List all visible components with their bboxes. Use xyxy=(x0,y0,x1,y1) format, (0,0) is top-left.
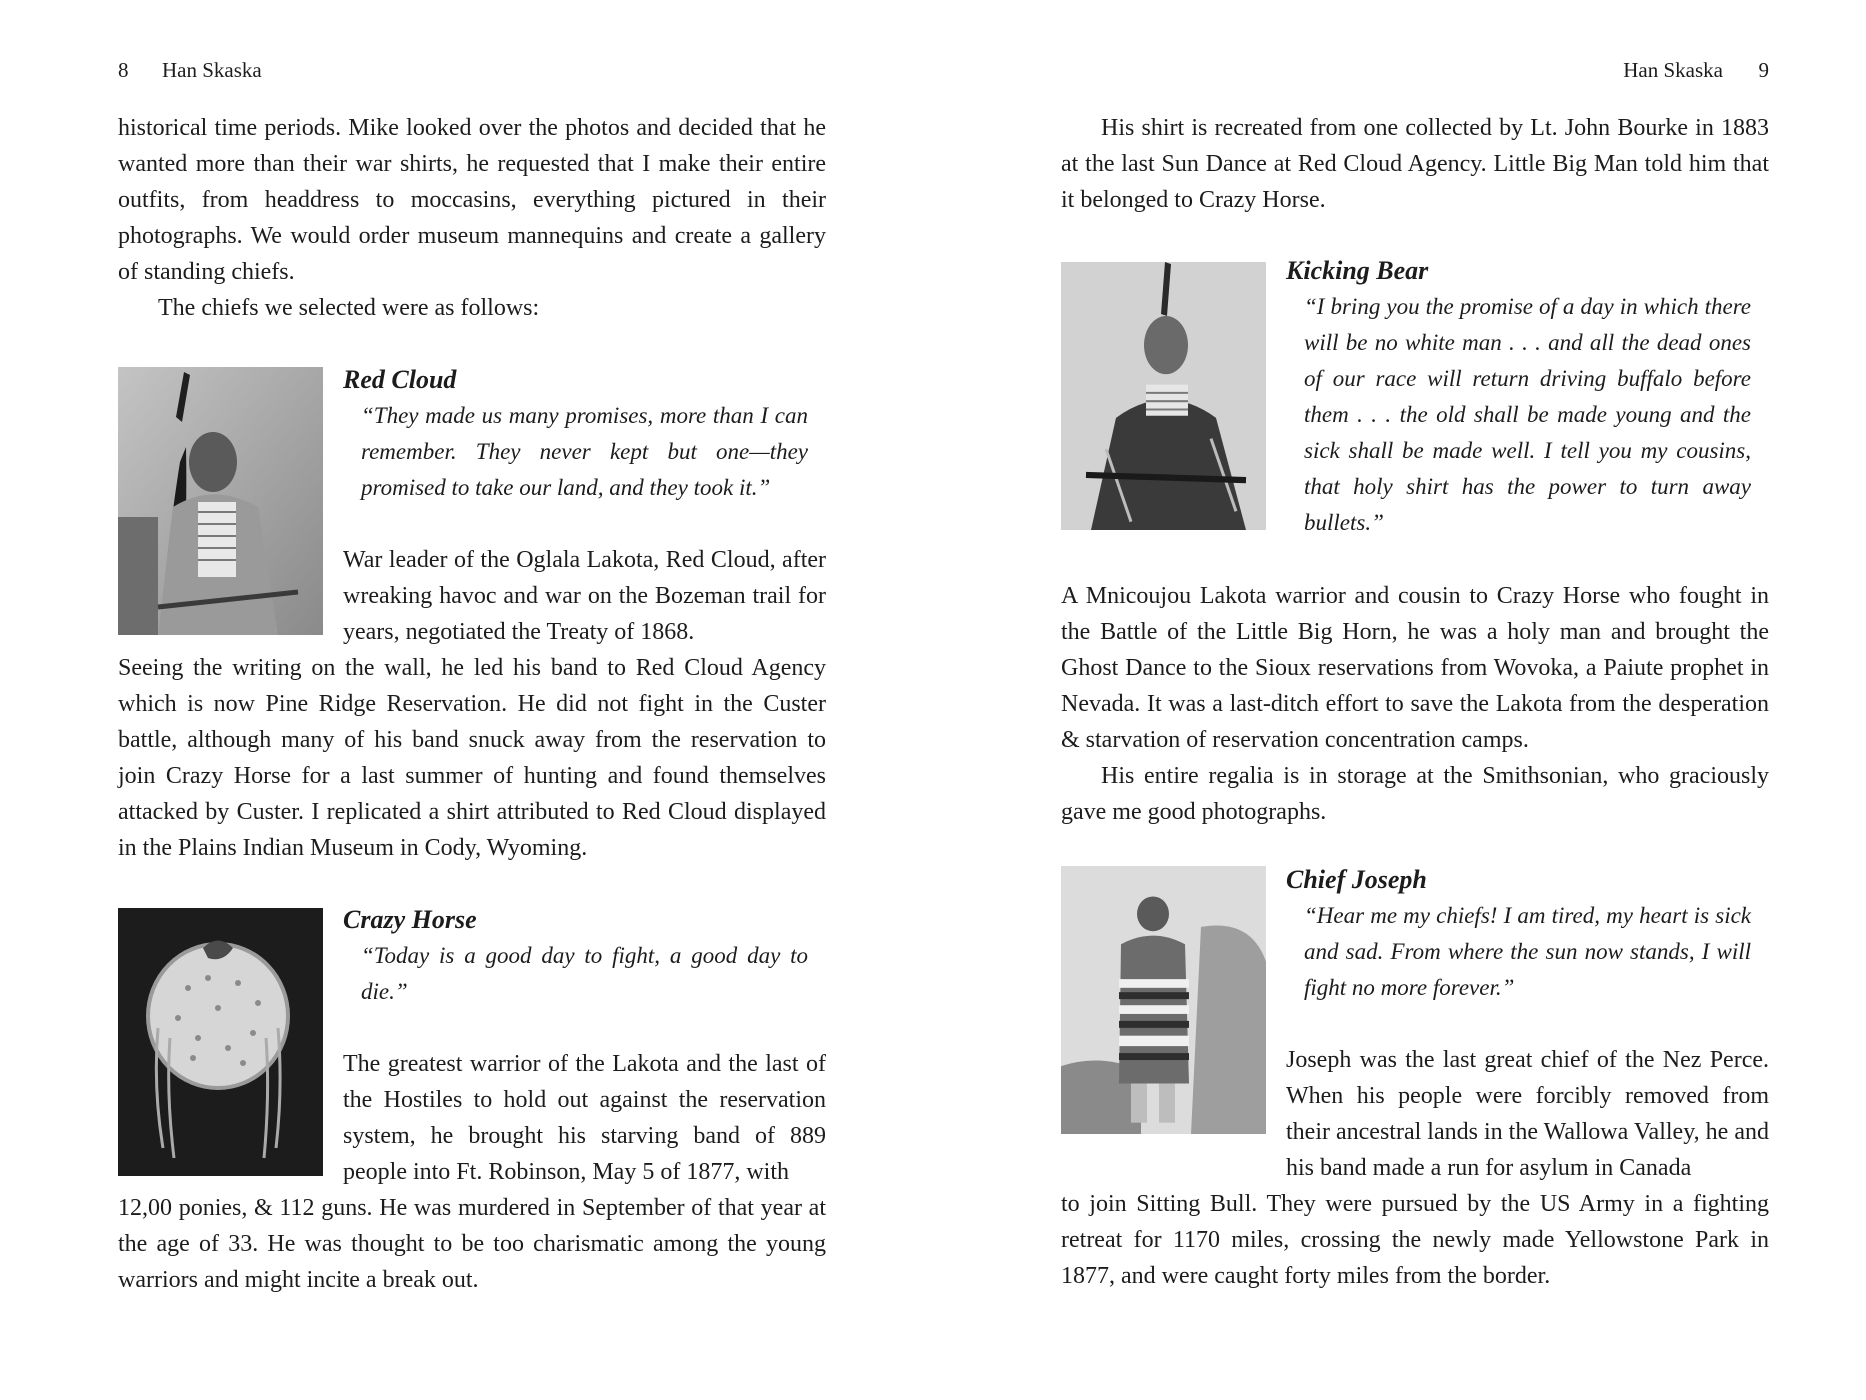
red-cloud-photo xyxy=(118,367,323,635)
chief-joseph-name: Chief Joseph xyxy=(1286,865,1427,894)
left-page xyxy=(118,0,826,1400)
right-page xyxy=(1061,0,1769,1400)
crazy-horse-quote: “Today is a good day to fight, a good day to die.” xyxy=(361,943,808,1004)
chief-joseph-bio-below: to join Sitting Bull. They were pursued by the US Army in a fighting retreat for 1170 miles, crossing the newly made Yellowstone Park in 1877, and were caught forty miles from the border. xyxy=(1061,1191,1769,1289)
running-head-title: Han Skaska xyxy=(1623,58,1723,82)
intro-line: The chiefs we selected were as follows: xyxy=(158,295,540,321)
page-number: 9 xyxy=(1758,58,1769,82)
red-cloud-quote: “They made us many promises, more than I can remember. They never kept but one—they promised to take our land, and they took it.” xyxy=(361,403,808,500)
red-cloud-name: Red Cloud xyxy=(343,365,457,394)
kicking-bear-bio: A Mnicoujou Lakota warrior and cousin to Crazy Horse who fought in the Battle of the Little Big Horn, he was a holy man and brought the Ghost Dance to the Sioux reservations from Wovoka, a Paiute prophet in Nevada. It was a last-ditch effort to save the Lakota from the desperation & starvation of reservation concentration camps. xyxy=(1061,583,1769,753)
crazy-horse-name: Crazy Horse xyxy=(343,905,477,934)
kicking-bear-photo xyxy=(1061,262,1266,530)
chief-joseph-quote: “Hear me my chiefs! I am tired, my heart is sick and sad. From where the sun now stands, I will fight no more forever.” xyxy=(1304,903,1751,1000)
kicking-bear-name: Kicking Bear xyxy=(1286,256,1429,285)
opening-paragraph: historical time periods. Mike looked over the photos and decided that he wanted more than their war shirts, he requested that I make their entire outfits, from headdress to moccasins, everything pictured in their photographs. We would order museum mannequins and create a gallery of standing chiefs. xyxy=(118,115,826,285)
crazy-horse-bio-beside: The greatest warrior of the Lakota and the last of the Hostiles to hold out against the reservation system, he brought his starving band of 889 people into Ft. Robinson, May 5 of 1877, with xyxy=(343,1051,826,1185)
running-head-title: Han Skaska xyxy=(162,58,262,82)
chief-joseph-bio-beside: Joseph was the last great chief of the Nez Perce. When his people were forcibly removed from their ancestral lands in the Wallowa Valley, he and his band made a run for asylum in Canada xyxy=(1286,1047,1769,1181)
page-number: 8 xyxy=(118,58,129,82)
kicking-bear-bio-2: His entire regalia is in storage at the Smithsonian, who graciously gave me good photographs. xyxy=(1061,763,1769,825)
chief-joseph-photo xyxy=(1061,866,1266,1134)
opening-paragraph: His shirt is recreated from one collected by Lt. John Bourke in 1883 at the last Sun Dance at Red Cloud Agency. Little Big Man told him that it belonged to Crazy Horse. xyxy=(1061,115,1769,213)
right-running-head xyxy=(1061,56,1769,84)
red-cloud-bio-beside: War leader of the Oglala Lakota, Red Cloud, after wreaking havoc and war on the Bozeman trail for years, negotiated the Treaty of 1868. xyxy=(343,547,826,645)
red-cloud-bio-below: Seeing the writing on the wall, he led his band to Red Cloud Agency which is now Pine Ridge Reservation. He did not fight in the Custer battle, although many of his band snuck away from the reservation to join Crazy Horse for a last summer of hunting and found themselves attacked by Custer. I replicated a shirt attributed to Red Cloud displayed in the Plains Indian Museum in Cody, Wyoming. xyxy=(118,655,826,861)
kicking-bear-quote: “I bring you the promise of a day in which there will be no white man . . . and all the dead ones of our race will return driving buffalo before them . . . the old shall be made young and the sick shall be made well. I tell you my cousins, that holy shirt has the power to turn away bullets.” xyxy=(1304,294,1751,535)
left-running-head xyxy=(118,56,826,84)
crazy-horse-shield-photo xyxy=(118,908,323,1176)
crazy-horse-bio-below: 12,00 ponies, & 112 guns. He was murdered in September of that year at the age of 33. He was thought to be too charismatic among the young warriors and might incite a break out. xyxy=(118,1195,826,1293)
